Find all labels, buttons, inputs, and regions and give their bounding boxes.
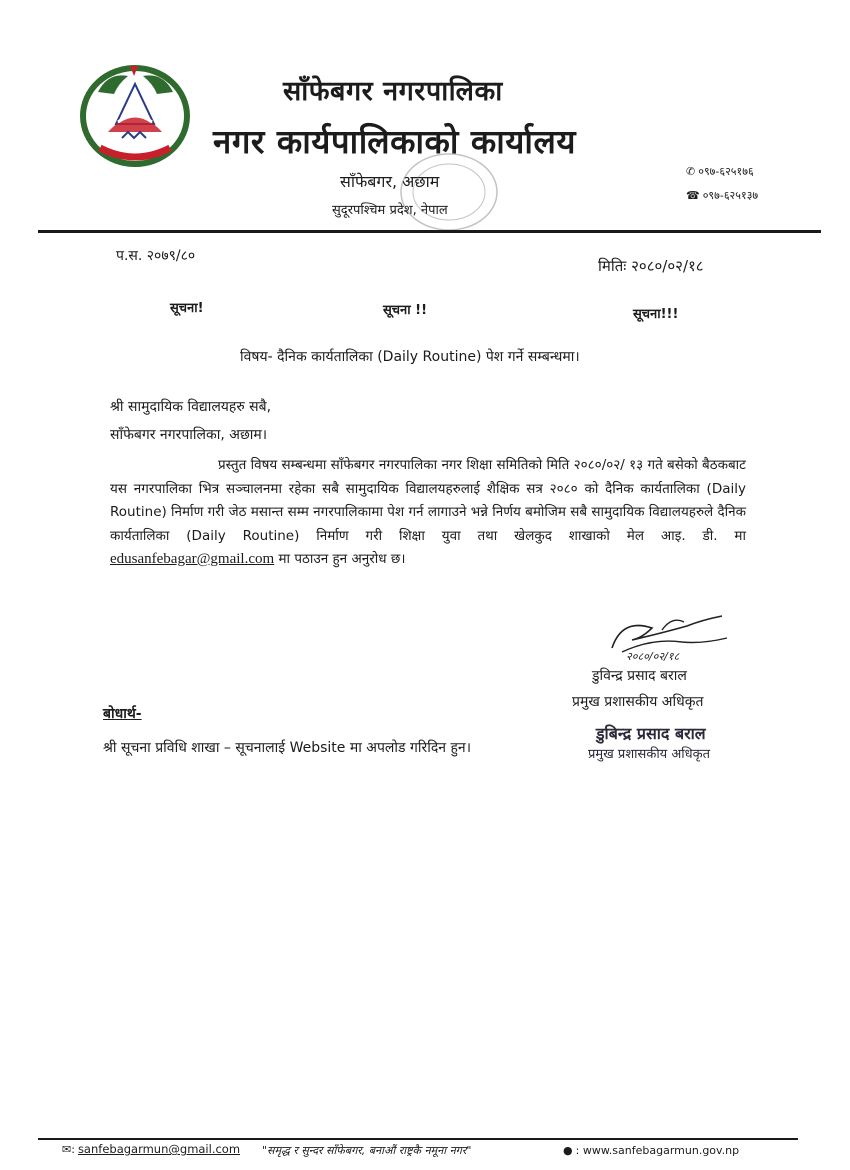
body-email-link[interactable]: edusanfebagar@gmail.com xyxy=(110,551,275,567)
cc-line: श्री सूचना प्रविधि शाखा – सूचनालाई Website मा अपलोड गरिदिन हुन। xyxy=(103,740,472,756)
letter-date: मितिः २०८०/०२/१८ xyxy=(598,257,704,275)
footer-website-value[interactable]: www.sanfebagarmun.gov.np xyxy=(582,1144,740,1157)
letter-subject: विषय- दैनिक कार्यतालिका (Daily Routine) पेश गर्ने सम्बन्धमा। xyxy=(240,349,580,365)
office-seal-icon xyxy=(396,150,502,234)
notice-label-3: सूचना!!! xyxy=(633,307,679,322)
signature-date: २०८०/०२/१८ xyxy=(626,650,680,663)
footer-slogan: "समृद्ध र सुन्दर साँफेबगर, बनाऔं राष्ट्रकै नमूना नगर" xyxy=(262,1144,472,1157)
office-province: सुदूरपश्चिम प्रदेश, नेपाल xyxy=(332,203,448,218)
phone-number xyxy=(686,164,754,179)
fax-icon: ☎ xyxy=(686,189,700,202)
signatory-name: डुविन्द्र प्रसाद बराल xyxy=(592,668,687,684)
fax-value: ०९७-६२५१३७ xyxy=(702,189,759,202)
footer-email-value[interactable]: sanfebagarmun@gmail.com xyxy=(77,1142,241,1156)
phone-icon: ✆ xyxy=(686,165,696,178)
stamp-title: प्रमुख प्रशासकीय अधिकृत xyxy=(588,747,711,762)
phone-value: ०९७-६२५१७६ xyxy=(698,165,754,178)
nepal-emblem-icon xyxy=(78,62,193,170)
addressee-line-2: साँफेबगर नगरपालिका, अछाम। xyxy=(110,427,268,443)
body-text-part2: मा पठाउन हुन अनुरोध छ। xyxy=(274,551,406,567)
signatory-title: प्रमुख प्रशासकीय अधिकृत xyxy=(572,694,704,710)
footer-email xyxy=(62,1142,240,1156)
org-name: साँफेबगर नगरपालिका xyxy=(283,76,503,107)
mail-icon: ✉: xyxy=(62,1143,75,1156)
body-text-part1: प्रस्तुत विषय सम्बन्धमा साँफेबगर नगरपालिका नगर शिक्षा समितिको मिति २०८०/०२/ १३ गते बसेको बैठकबाट यस नगरपालिका भित्र सञ्चालनमा रहेका सबै सामुदायिक विद्यालयहरुलाई शैक्षिक सत्र २०८० को दैनिक कार्यतालिका (Daily Routine) निर्माण गरी जेठ मसान्त सम्म नगरपालिकामा पेश गर्न लागाउने भन्ने निर्णय बमोजिम सबै सामुदायिक विद्यालयहरुले दैनिक कार्यतालिका (Daily Routine) निर्माण गरी शिक्षा युवा तथा खेलकुद शाखाको मेल आइ. डी. मा xyxy=(110,457,746,544)
globe-icon: ● xyxy=(563,1144,573,1157)
footer-website-prefix: : xyxy=(575,1144,580,1157)
stamp-name: डुबिन्द्र प्रसाद बराल xyxy=(596,724,706,743)
office-place: साँफेबगर, अछाम xyxy=(340,172,440,191)
fax-number xyxy=(686,188,758,203)
office-name: नगर कार्यपालिकाको कार्यालय xyxy=(213,122,576,161)
notice-label-1: सूचना! xyxy=(170,301,204,316)
letter-body xyxy=(110,454,746,572)
notice-label-2: सूचना !! xyxy=(383,303,428,318)
addressee-line-1: श्री सामुदायिक विद्यालयहरु सबै, xyxy=(110,399,272,415)
footer-divider xyxy=(38,1138,798,1140)
cc-heading: बोधार्थ- xyxy=(103,706,142,722)
handwritten-signature xyxy=(592,608,742,670)
header-divider xyxy=(38,230,821,233)
footer-website xyxy=(563,1144,739,1157)
reference-number: प.स. २०७९/८० xyxy=(116,248,196,264)
